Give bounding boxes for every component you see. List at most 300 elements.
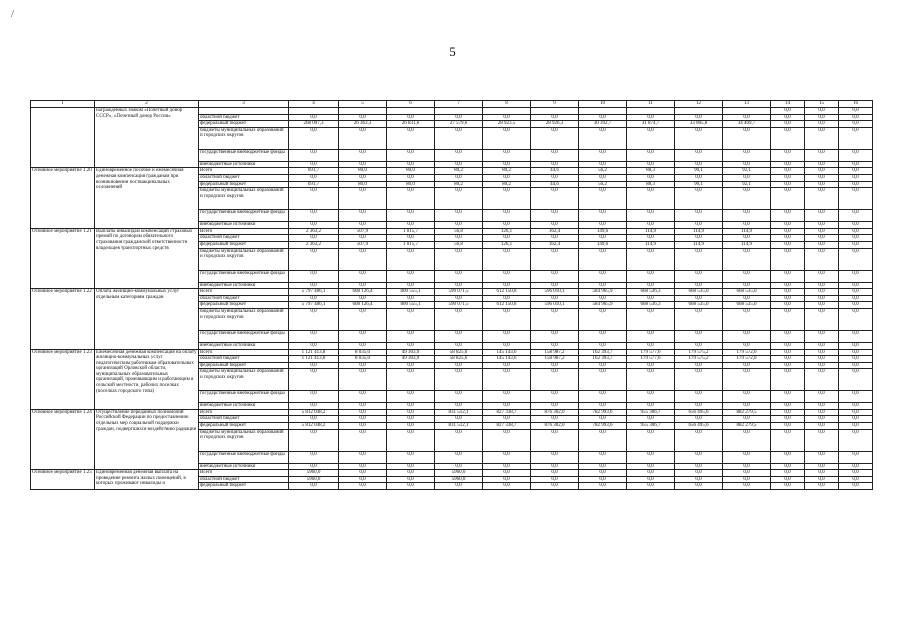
value-cell: 0,0 (805, 416, 839, 423)
value-cell: 0,0 (771, 391, 805, 403)
value-cell: 0,0 (771, 476, 805, 483)
value-cell: 0,0 (435, 429, 483, 451)
value-cell: 0,0 (805, 174, 839, 181)
value-cell: 0,0 (627, 282, 675, 289)
value-cell: 0,0 (805, 270, 839, 282)
value-cell: 0,0 (531, 282, 579, 289)
table-body (31, 101, 873, 490)
measure-code: Основное мероприятие 1.21 (31, 228, 95, 288)
value-cell: 0,0 (723, 476, 771, 483)
value-cell: 0,0 (289, 403, 339, 410)
value-cell: 0,0 (387, 416, 435, 423)
value-cell: 0,0 (483, 235, 531, 242)
value-cell: 0,0 (435, 188, 483, 210)
value-cell: 162 393,7 (579, 349, 627, 356)
funding-source: областной бюджет (199, 356, 289, 363)
value-cell (531, 108, 579, 115)
value-cell: 0,0 (675, 416, 723, 423)
value-cell: 0,0 (675, 470, 723, 477)
value-cell: 0,0 (771, 121, 805, 128)
funding-source: Всего (199, 168, 289, 175)
value-cell: 0,0 (289, 114, 339, 121)
value-cell: 0,0 (339, 222, 387, 229)
value-cell: 612 150,8 (483, 302, 531, 309)
value-cell: 584 965,9 (579, 289, 627, 296)
value-cell: 0,0 (579, 114, 627, 121)
value-cell: 2 363,2 (289, 241, 339, 248)
value-cell: 0,0 (675, 429, 723, 451)
value-cell: 0,0 (435, 451, 483, 463)
value-cell: 0,0 (771, 282, 805, 289)
value-cell: 0,0 (839, 342, 873, 349)
value-cell: 5960,0 (435, 470, 483, 477)
value-cell: 88,3 (627, 168, 675, 175)
funding-source: внебюджетные источники (199, 463, 289, 470)
value-cell: 0,0 (805, 470, 839, 477)
value-cell: 0,0 (771, 451, 805, 463)
value-cell: 0,0 (771, 127, 805, 149)
value-cell: 56,8 (435, 241, 483, 248)
value-cell: 0,0 (839, 391, 873, 403)
measure-title: награжденных знаком «Почетный донор СССР», «Почетный донор России» (95, 108, 199, 168)
value-cell: 0,0 (339, 114, 387, 121)
value-cell: 0,0 (805, 241, 839, 248)
value-cell: 88,3 (627, 181, 675, 188)
value-cell: 800 555,1 (387, 289, 435, 296)
value-cell: 0,0 (531, 403, 579, 410)
value-cell: 0,0 (289, 127, 339, 149)
value-cell: 5960,0 (435, 476, 483, 483)
value-cell: 0,0 (805, 342, 839, 349)
measure-code (31, 108, 95, 168)
value-cell: 0,0 (483, 330, 531, 342)
value-cell: 0,0 (339, 161, 387, 168)
value-cell: 0,0 (771, 181, 805, 188)
value-cell: 33 085,8 (675, 121, 723, 128)
value-cell: 179 572,0 (723, 349, 771, 356)
value-cell: 0,0 (339, 423, 387, 430)
value-cell: 0,0 (627, 270, 675, 282)
value-cell: 0,0 (771, 403, 805, 410)
value-cell: 0,0 (531, 362, 579, 369)
value-cell: 0,0 (339, 188, 387, 210)
value-cell: 80,0 (387, 168, 435, 175)
value-cell: 0,0 (579, 369, 627, 391)
value-cell: 0,0 (771, 302, 805, 309)
value-cell: 668 535,0 (723, 302, 771, 309)
value-cell: 49 303,9 (387, 349, 435, 356)
value-cell: 0,0 (579, 483, 627, 490)
value-cell: 0,0 (839, 349, 873, 356)
value-cell: 0,0 (531, 391, 579, 403)
value-cell: 0,0 (627, 403, 675, 410)
value-cell: 0,0 (435, 463, 483, 470)
value-cell: 58 825,6 (435, 356, 483, 363)
value-cell: 0,0 (771, 168, 805, 175)
value-cell: 0,0 (483, 282, 531, 289)
header-cell: 15 (805, 101, 839, 108)
value-cell: 0,0 (531, 161, 579, 168)
value-cell: 0,0 (387, 330, 435, 342)
value-cell: 0,0 (339, 210, 387, 222)
value-cell: 58 825,6 (435, 349, 483, 356)
value-cell: 0,0 (531, 429, 579, 451)
value-cell: 8 035,0 (339, 356, 387, 363)
value-cell: 158 987,2 (531, 356, 579, 363)
value-cell: 0,0 (483, 248, 531, 270)
value-cell: 0,0 (531, 149, 579, 161)
value-cell: 158 987,2 (531, 349, 579, 356)
value-cell: 0,0 (675, 235, 723, 242)
value-cell: 0,0 (805, 210, 839, 222)
value-cell: 0,0 (839, 188, 873, 210)
measure-title: Оплата жилищно-коммунальных услуг отдельным категориям граждан (95, 289, 199, 349)
value-cell: 0,0 (579, 342, 627, 349)
value-cell: 876 302,0 (531, 409, 579, 416)
value-cell: 0,0 (579, 222, 627, 229)
value-cell: 0,0 (387, 409, 435, 416)
value-cell: 0,0 (387, 362, 435, 369)
value-cell: 80,2 (435, 181, 483, 188)
value-cell: 0,0 (771, 295, 805, 302)
value-cell: 0,0 (839, 416, 873, 423)
value-cell: 507,9 (339, 241, 387, 248)
value-cell: 0,0 (289, 174, 339, 181)
value-cell: 0,0 (627, 161, 675, 168)
value-cell: 30 392,7 (579, 121, 627, 128)
value-cell: 0,0 (805, 282, 839, 289)
value-cell: 0,0 (531, 270, 579, 282)
value-cell: 179 575,2 (675, 349, 723, 356)
value-cell: 0,0 (627, 463, 675, 470)
value-cell: 0,0 (531, 114, 579, 121)
value-cell: 0,0 (339, 409, 387, 416)
value-cell: 0,0 (805, 108, 839, 115)
value-cell: 0,0 (805, 403, 839, 410)
value-cell: 0,0 (723, 114, 771, 121)
value-cell: 0,0 (289, 451, 339, 463)
value-cell: 0,0 (771, 330, 805, 342)
value-cell: 0,0 (805, 423, 839, 430)
table-row (31, 228, 873, 235)
value-cell: 0,0 (435, 248, 483, 270)
funding-source: Всего (199, 349, 289, 356)
value-cell: 80,0 (387, 181, 435, 188)
value-cell: 0,0 (289, 149, 339, 161)
table-row (31, 289, 873, 296)
value-cell: 80,2 (483, 168, 531, 175)
value-cell: 8 035,0 (339, 349, 387, 356)
value-cell: 0,0 (805, 429, 839, 451)
value-cell: 0,0 (483, 391, 531, 403)
value-cell: 0,0 (339, 295, 387, 302)
value-cell: 0,0 (805, 409, 839, 416)
funding-source: внебюджетные источники (199, 403, 289, 410)
value-cell: 0,0 (579, 235, 627, 242)
value-cell: 0,0 (339, 416, 387, 423)
value-cell: 0,0 (675, 248, 723, 270)
funding-source: бюджеты муниципальных образований и городских округов (199, 248, 289, 270)
value-cell: 0,0 (387, 391, 435, 403)
value-cell: 0,0 (805, 121, 839, 128)
funding-source: государственные внебюджетные фонды (199, 451, 289, 463)
value-cell: 5 812 048,2 (289, 423, 339, 430)
value-cell: 0,0 (723, 451, 771, 463)
value-cell: 0,0 (805, 483, 839, 490)
value-cell: 0,0 (435, 391, 483, 403)
funding-source: бюджеты муниципальных образований и городских округов (199, 429, 289, 451)
value-cell: 0,0 (531, 188, 579, 210)
value-cell: 0,0 (435, 114, 483, 121)
value-cell: 0,0 (435, 270, 483, 282)
value-cell: 0,0 (771, 149, 805, 161)
value-cell: 668 536,3 (627, 302, 675, 309)
value-cell: 0,0 (579, 416, 627, 423)
value-cell: 0,0 (771, 483, 805, 490)
value-cell: 0,0 (805, 228, 839, 235)
value-cell: 0,0 (435, 362, 483, 369)
header-cell: 1 (31, 101, 95, 108)
value-cell: 0,0 (771, 470, 805, 477)
value-cell: 507,9 (339, 228, 387, 235)
header-row (31, 101, 873, 108)
value-cell: 0,0 (289, 416, 339, 423)
value-cell: 28 923,5 (483, 121, 531, 128)
value-cell: 0,0 (839, 248, 873, 270)
value-cell: 0,0 (627, 362, 675, 369)
value-cell: 0,0 (531, 470, 579, 477)
value-cell: 268 097,3 (289, 121, 339, 128)
value-cell: 0,0 (531, 451, 579, 463)
measure-code: Основное мероприятие 1.23 (31, 349, 95, 409)
value-cell: 145 143,6 (483, 356, 531, 363)
value-cell: 0,0 (839, 174, 873, 181)
value-cell: 0,0 (675, 330, 723, 342)
value-cell: 0,0 (387, 114, 435, 121)
value-cell: 0,0 (771, 222, 805, 229)
header-cell: 7 (435, 101, 483, 108)
value-cell: 0,0 (339, 470, 387, 477)
value-cell: 26 831,6 (387, 121, 435, 128)
value-cell: 0,0 (723, 282, 771, 289)
value-cell: 0,0 (805, 356, 839, 363)
value-cell: 612 150,8 (483, 289, 531, 296)
value-cell: 0,0 (387, 235, 435, 242)
value-cell: 831 512,1 (435, 423, 483, 430)
value-cell: 0,0 (771, 369, 805, 391)
value-cell: 0,0 (675, 149, 723, 161)
value-cell: 0,0 (627, 369, 675, 391)
value-cell: 0,0 (579, 429, 627, 451)
funding-source: бюджеты муниципальных образований и городских округов (199, 188, 289, 210)
value-cell: 0,0 (339, 429, 387, 451)
funding-source: областной бюджет (199, 235, 289, 242)
value-cell: 0,0 (289, 282, 339, 289)
measure-code: Основное мероприятие 1.20 (31, 168, 95, 228)
value-cell: 0,0 (839, 161, 873, 168)
value-cell: 0,0 (483, 362, 531, 369)
value-cell: 0,0 (289, 391, 339, 403)
value-cell: 0,0 (289, 222, 339, 229)
value-cell: 5 797 486,1 (289, 302, 339, 309)
value-cell: 0,0 (435, 222, 483, 229)
value-cell: 0,0 (435, 161, 483, 168)
header-cell: 16 (839, 101, 873, 108)
value-cell: 0,0 (627, 451, 675, 463)
value-cell: 0,0 (723, 161, 771, 168)
value-cell: 0,0 (435, 330, 483, 342)
value-cell: 0,0 (531, 308, 579, 330)
value-cell: 0,0 (839, 369, 873, 391)
value-cell: 0,0 (579, 463, 627, 470)
value-cell: 0,0 (805, 222, 839, 229)
value-cell: 0,0 (771, 349, 805, 356)
value-cell: 44,6 (531, 181, 579, 188)
value-cell: 162,4 (531, 241, 579, 248)
value-cell: 0,0 (289, 295, 339, 302)
value-cell: 668 535,0 (675, 289, 723, 296)
value-cell: 0,0 (627, 222, 675, 229)
value-cell: 0,0 (723, 188, 771, 210)
value-cell: 0,0 (387, 282, 435, 289)
value-cell: 0,0 (839, 423, 873, 430)
value-cell: 0,0 (289, 330, 339, 342)
value-cell: 0,0 (805, 248, 839, 270)
value-cell: 0,0 (387, 429, 435, 451)
value-cell: 0,0 (805, 369, 839, 391)
value-cell: 0,0 (627, 416, 675, 423)
value-cell: 0,0 (289, 210, 339, 222)
value-cell: 876 302,0 (531, 423, 579, 430)
value-cell: 882 279,5 (723, 423, 771, 430)
value-cell: 5 797 486,1 (289, 289, 339, 296)
value-cell: 0,0 (387, 188, 435, 210)
value-cell: 0,0 (579, 391, 627, 403)
value-cell: 0,0 (289, 188, 339, 210)
value-cell: 0,0 (339, 362, 387, 369)
value-cell: 34 409,7 (723, 121, 771, 128)
value-cell: 0,0 (579, 451, 627, 463)
value-cell: 0,0 (579, 470, 627, 477)
funding-source: Всего (199, 228, 289, 235)
value-cell: 0,0 (483, 222, 531, 229)
value-cell: 0,0 (579, 282, 627, 289)
value-cell: 0,0 (839, 483, 873, 490)
funding-source: федеральный бюджет (199, 241, 289, 248)
value-cell: 0,0 (839, 476, 873, 483)
value-cell: 0,0 (839, 451, 873, 463)
value-cell: 0,0 (723, 222, 771, 229)
value-cell: 0,0 (771, 248, 805, 270)
value-cell: 0,0 (387, 295, 435, 302)
value-cell: 56,8 (435, 228, 483, 235)
value-cell: 0,0 (531, 369, 579, 391)
value-cell: 0,0 (387, 403, 435, 410)
value-cell: 0,0 (387, 222, 435, 229)
value-cell: 0,0 (805, 476, 839, 483)
value-cell: 0,0 (627, 308, 675, 330)
value-cell: 0,0 (339, 235, 387, 242)
value-cell: 0,0 (771, 161, 805, 168)
value-cell: 0,0 (531, 476, 579, 483)
value-cell: 0,0 (579, 362, 627, 369)
value-cell: 1 121 413,8 (289, 356, 339, 363)
value-cell: 0,0 (771, 416, 805, 423)
funding-source: бюджеты муниципальных образований и городских округов (199, 308, 289, 330)
value-cell: 0,0 (771, 114, 805, 121)
margin-mark: / (11, 8, 15, 20)
value-cell: 0,0 (839, 149, 873, 161)
value-cell: 0,0 (435, 483, 483, 490)
value-cell: 114,9 (675, 241, 723, 248)
value-cell: 0,0 (531, 210, 579, 222)
value-cell: 0,0 (483, 463, 531, 470)
value-cell: 0,0 (723, 391, 771, 403)
value-cell: 0,0 (579, 330, 627, 342)
value-cell: 0,0 (771, 362, 805, 369)
value-cell: 800 555,1 (387, 302, 435, 309)
value-cell: 0,0 (675, 270, 723, 282)
value-cell: 90,1 (675, 168, 723, 175)
value-cell: 0,0 (839, 270, 873, 282)
value-cell: 0,0 (531, 463, 579, 470)
value-cell: 0,0 (723, 149, 771, 161)
budget-table (30, 100, 873, 490)
value-cell: 0,0 (387, 476, 435, 483)
value-cell (675, 108, 723, 115)
value-cell: 0,0 (675, 127, 723, 149)
value-cell: 0,0 (839, 210, 873, 222)
funding-source: внебюджетные источники (199, 282, 289, 289)
value-cell: 955 306,7 (627, 409, 675, 416)
value-cell: 0,0 (805, 161, 839, 168)
value-cell: 0,0 (339, 463, 387, 470)
value-cell: 0,0 (387, 127, 435, 149)
funding-source: государственные внебюджетные фонды (199, 210, 289, 222)
value-cell: 0,0 (579, 308, 627, 330)
value-cell: 0,0 (435, 403, 483, 410)
value-cell: 782 993,6 (579, 409, 627, 416)
value-cell (627, 108, 675, 115)
value-cell: 0,0 (805, 349, 839, 356)
value-cell: 0,0 (435, 369, 483, 391)
value-cell: 0,0 (289, 429, 339, 451)
value-cell: 0,0 (627, 330, 675, 342)
value-cell: 92,1 (723, 181, 771, 188)
value-cell: 0,0 (805, 127, 839, 149)
value-cell: 0,0 (771, 188, 805, 210)
value-cell: 0,0 (675, 282, 723, 289)
value-cell: 0,0 (387, 342, 435, 349)
value-cell: 0,0 (627, 174, 675, 181)
value-cell: 0,0 (579, 295, 627, 302)
value-cell: 0,0 (387, 451, 435, 463)
value-cell (289, 108, 339, 115)
value-cell: 5 812 048,2 (289, 409, 339, 416)
value-cell: 0,0 (675, 295, 723, 302)
value-cell: 162 393,7 (579, 356, 627, 363)
value-cell: 0,0 (579, 403, 627, 410)
value-cell: 0,0 (839, 228, 873, 235)
value-cell: 0,0 (675, 463, 723, 470)
value-cell: 0,0 (289, 369, 339, 391)
value-cell: 162,4 (531, 228, 579, 235)
funding-source (199, 108, 289, 115)
value-cell: 0,0 (723, 463, 771, 470)
value-cell: 0,0 (483, 416, 531, 423)
value-cell: 0,0 (387, 210, 435, 222)
value-cell: 0,0 (531, 342, 579, 349)
